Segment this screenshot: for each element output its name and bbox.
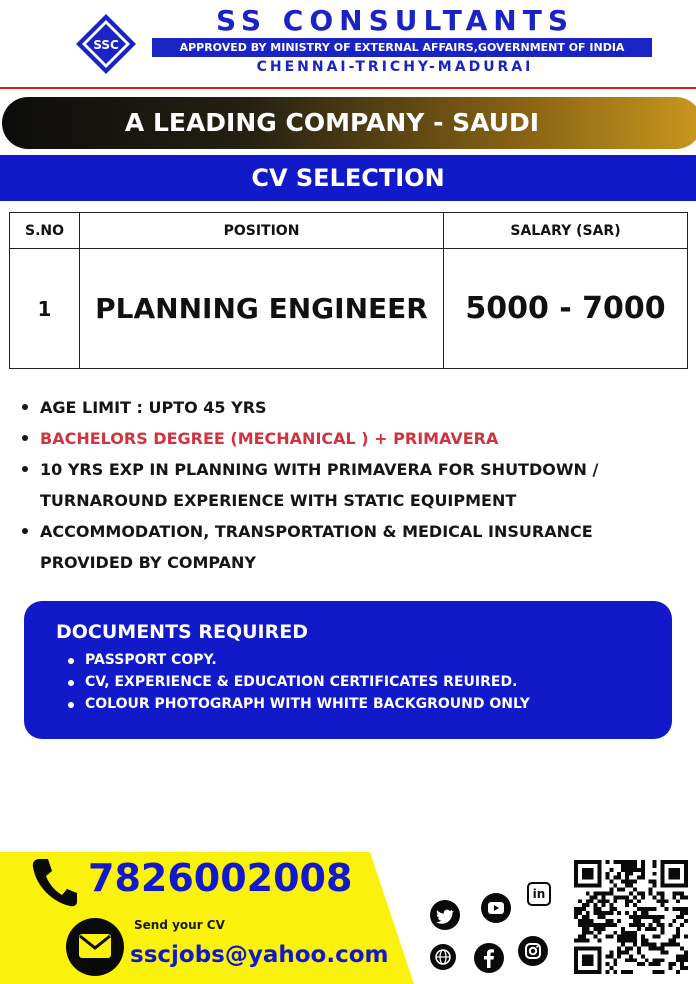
list-item: BACHELORS DEGREE (MECHANICAL ) + PRIMAVERA [22,423,682,454]
list-item: PASSPORT COPY. [68,649,530,671]
brand-approval: APPROVED BY MINISTRY OF EXTERNAL AFFAIRS,GOVERNMENT OF INDIA [152,38,652,57]
twitter-icon[interactable] [430,900,460,930]
list-item: CV, EXPERIENCE & EDUCATION CERTIFICATES REUIRED. [68,671,530,693]
header-position: POSITION [80,213,444,249]
company-banner: A LEADING COMPANY - SAUDI [2,97,696,149]
list-item: AGE LIMIT : UPTO 45 YRS [22,392,682,423]
brand-cities: CHENNAI-TRICHY-MADURAI [256,59,534,75]
phone-icon [30,855,78,907]
facebook-icon[interactable] [474,943,504,973]
send-cv-label: Send your CV [134,918,225,932]
section-title: CV SELECTION [0,155,696,201]
cell-salary: 5000 - 7000 [444,249,688,369]
logo-text: SSC [93,38,119,52]
documents-box [24,601,672,739]
qr-code[interactable] [574,860,688,974]
globe-icon[interactable] [430,944,456,970]
mail-icon [66,918,124,976]
requirements-list [22,392,682,578]
header-divider [0,87,696,89]
youtube-icon[interactable] [481,893,511,923]
cell-sno: 1 [10,249,80,369]
phone-number[interactable]: 7826002008 [88,856,353,900]
cell-position: PLANNING ENGINEER [80,249,444,369]
table-header-row [10,213,688,249]
email-address[interactable]: sscjobs@yahoo.com [130,942,389,968]
header-sno: S.NO [10,213,80,249]
list-item: 10 YRS EXP IN PLANNING WITH PRIMAVERA FOR SHUTDOWN / TURNAROUND EXPERIENCE WITH STATIC EQUIPMENT [22,454,682,516]
job-table [9,212,688,369]
company-logo [74,12,138,76]
table-row [10,249,688,369]
documents-list [68,649,530,715]
list-item: COLOUR PHOTOGRAPH WITH WHITE BACKGROUND ONLY [68,693,530,715]
list-item: ACCOMMODATION, TRANSPORTATION & MEDICAL INSURANCE PROVIDED BY COMPANY [22,516,682,578]
linkedin-icon[interactable]: in [527,882,551,906]
documents-title: DOCUMENTS REQUIRED [56,621,308,643]
instagram-icon[interactable] [518,936,548,966]
brand-title: SS CONSULTANTS [215,4,574,37]
header-salary: SALARY (SAR) [444,213,688,249]
